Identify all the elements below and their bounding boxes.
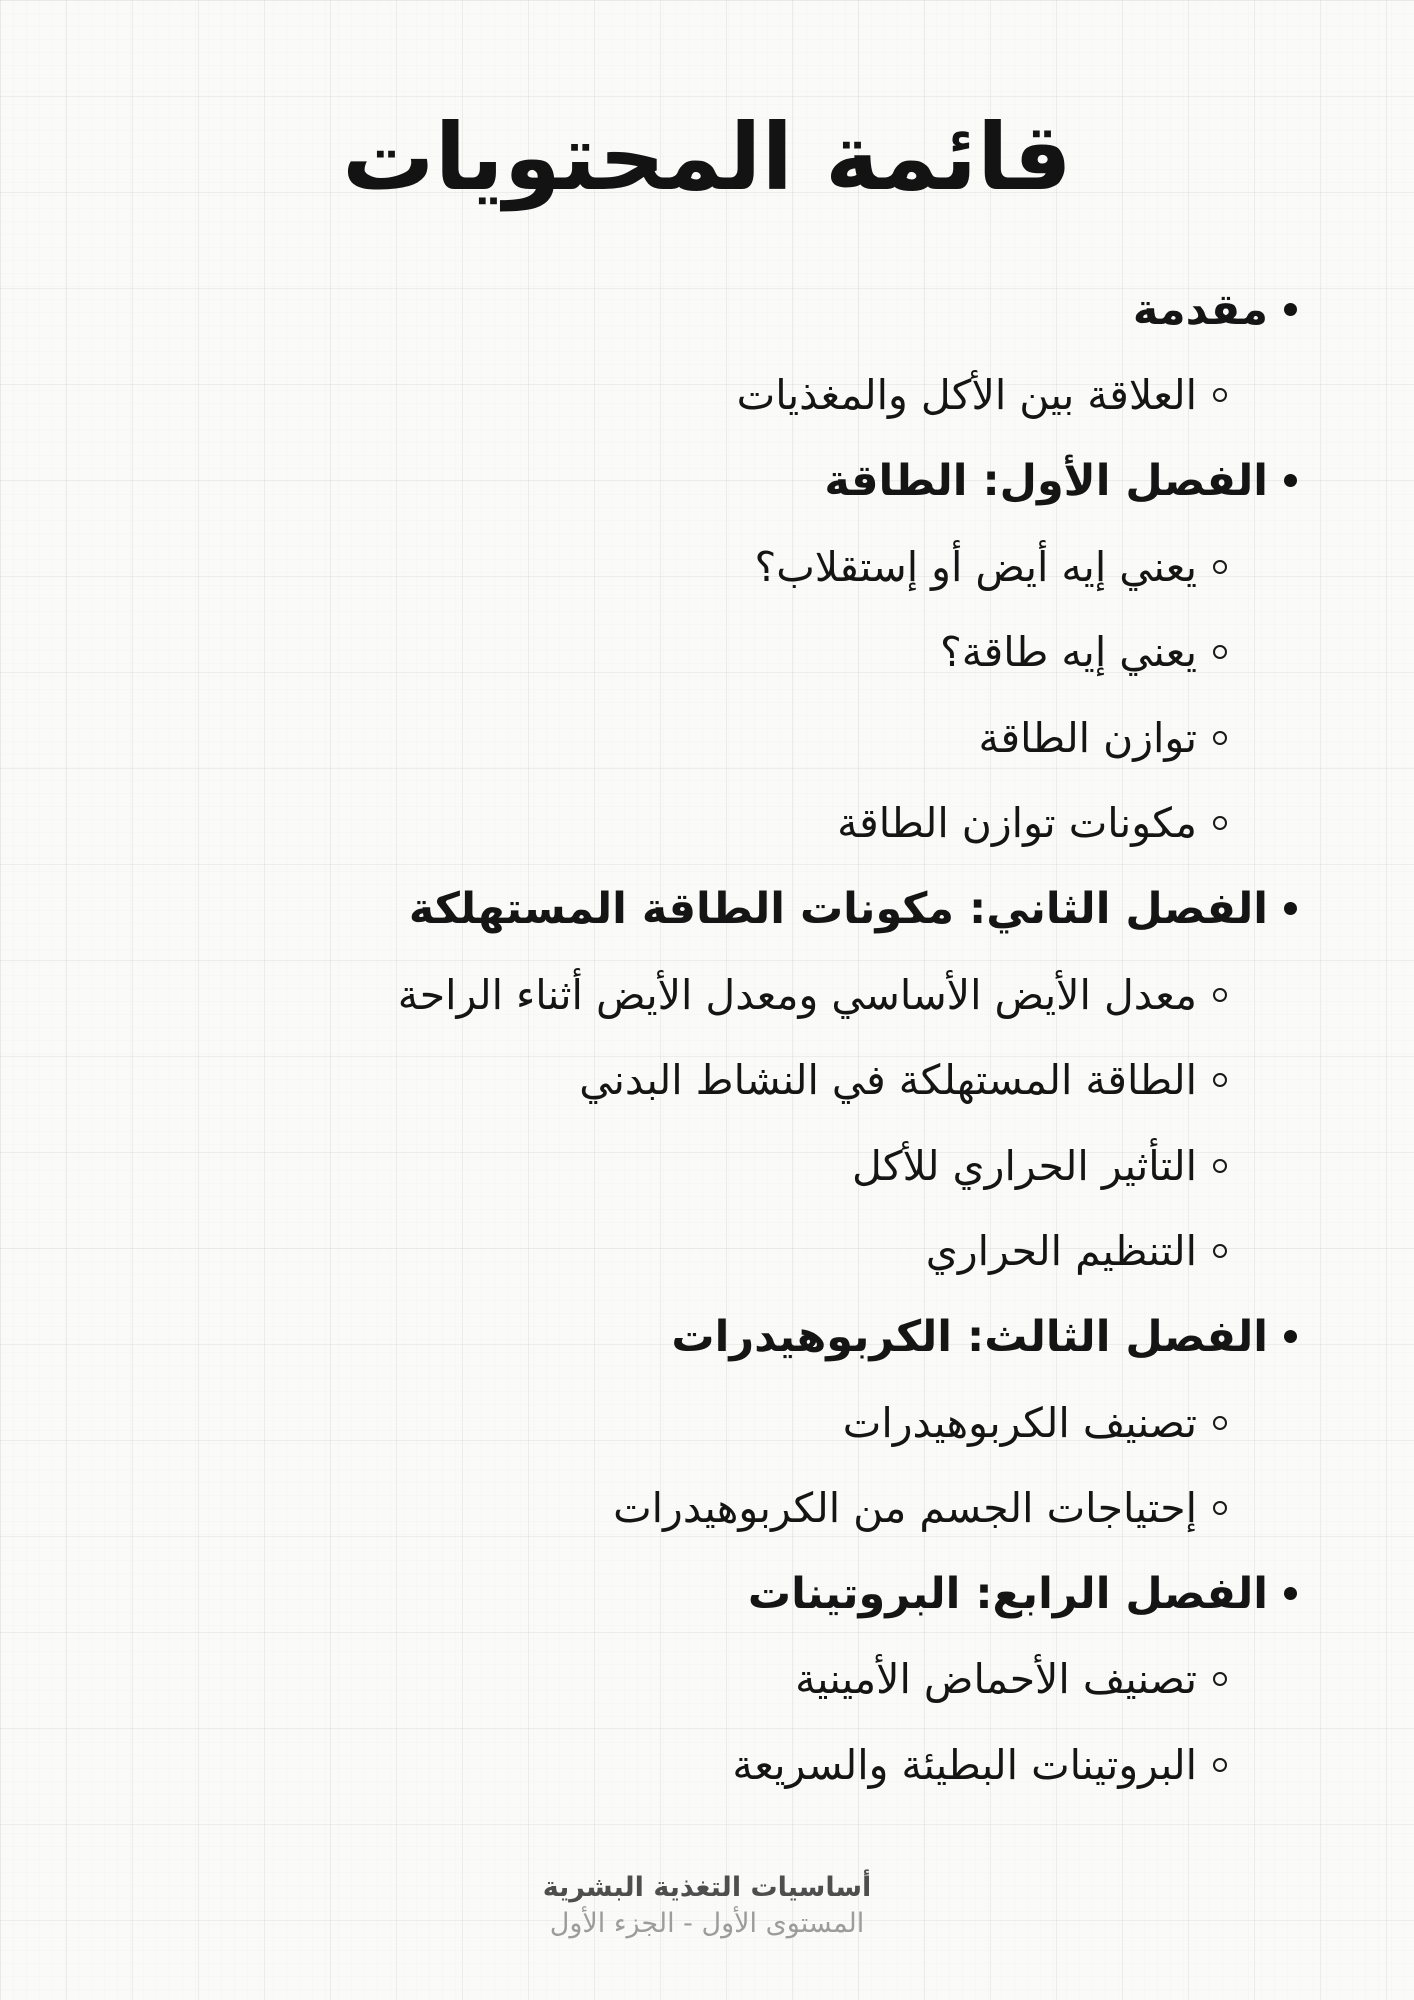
- toc-item-label: مقدمة: [1132, 284, 1268, 335]
- open-circle-icon: [1213, 1416, 1227, 1430]
- open-circle-icon: [1213, 1758, 1227, 1772]
- open-circle-icon: [1213, 645, 1227, 659]
- toc-item-label: العلاقة بين الأكل والمغذيات: [736, 371, 1197, 420]
- toc-item-label: الطاقة المستهلكة في النشاط البدني: [579, 1056, 1197, 1105]
- open-circle-icon: [1213, 1501, 1227, 1515]
- filled-bullet-icon: [1284, 474, 1297, 487]
- toc-item-label: توازن الطاقة: [978, 713, 1197, 762]
- toc-item-label: معدل الأيض الأساسي ومعدل الأيض أثناء الراحة: [397, 970, 1197, 1019]
- filled-bullet-icon: [1284, 303, 1297, 316]
- toc-item-label: الفصل الثالث: الكربوهيدرات: [671, 1311, 1268, 1362]
- toc-item-section: [0, 609, 1414, 695]
- toc-item-chapter: [0, 866, 1414, 952]
- toc-item-label: يعني إيه أيض أو إستقلاب؟: [754, 542, 1197, 591]
- filled-bullet-icon: [1284, 1587, 1297, 1600]
- toc-item-label: تصنيف الأحماض الأمينية: [795, 1655, 1197, 1704]
- open-circle-icon: [1213, 816, 1227, 830]
- toc-item-label: التنظيم الحراري: [925, 1227, 1197, 1276]
- open-circle-icon: [1213, 731, 1227, 745]
- filled-bullet-icon: [1284, 902, 1297, 915]
- open-circle-icon: [1213, 1672, 1227, 1686]
- toc-item-section: [0, 1037, 1414, 1123]
- toc-item-section: [0, 524, 1414, 610]
- toc-item-label: الفصل الرابع: البروتينات: [747, 1568, 1268, 1619]
- toc-item-label: الفصل الثاني: مكونات الطاقة المستهلكة: [408, 883, 1268, 934]
- footer-course-title: أساسيات التغذية البشرية: [542, 1872, 872, 1903]
- toc-item-label: إحتياجات الجسم من الكربوهيدرات: [613, 1484, 1197, 1533]
- toc-item-section: [0, 695, 1414, 781]
- toc-item-label: يعني إيه طاقة؟: [939, 628, 1197, 677]
- toc-item-section: [0, 1722, 1414, 1808]
- toc-item-label: التأثير الحراري للأكل: [852, 1141, 1197, 1190]
- toc-item-label: الفصل الأول: الطاقة: [824, 455, 1268, 506]
- toc-item-label: تصنيف الكربوهيدرات: [842, 1398, 1197, 1447]
- toc-item-section: [0, 952, 1414, 1038]
- open-circle-icon: [1213, 388, 1227, 402]
- open-circle-icon: [1213, 560, 1227, 574]
- toc-item-chapter: [0, 1551, 1414, 1637]
- toc-item-chapter: [0, 438, 1414, 524]
- open-circle-icon: [1213, 1244, 1227, 1258]
- toc-item-section: [0, 1123, 1414, 1209]
- toc-item-section: [0, 781, 1414, 867]
- toc-item-section: [0, 1465, 1414, 1551]
- toc-item-section: [0, 1637, 1414, 1723]
- toc-item-section: [0, 1209, 1414, 1295]
- filled-bullet-icon: [1284, 1330, 1297, 1343]
- toc-item-label: مكونات توازن الطاقة: [837, 799, 1197, 848]
- toc-item-section: [0, 353, 1414, 439]
- toc-item-chapter: [0, 267, 1414, 353]
- page-footer: [0, 1870, 1414, 1942]
- page-title: قائمة المحتويات: [342, 104, 1072, 211]
- open-circle-icon: [1213, 988, 1227, 1002]
- open-circle-icon: [1213, 1073, 1227, 1087]
- toc-item-label: البروتينات البطيئة والسريعة: [732, 1740, 1197, 1789]
- table-of-contents: [0, 267, 1414, 1808]
- footer-course-subtitle: المستوى الأول - الجزء الأول: [549, 1908, 865, 1939]
- open-circle-icon: [1213, 1159, 1227, 1173]
- toc-item-chapter: [0, 1294, 1414, 1380]
- toc-item-section: [0, 1380, 1414, 1466]
